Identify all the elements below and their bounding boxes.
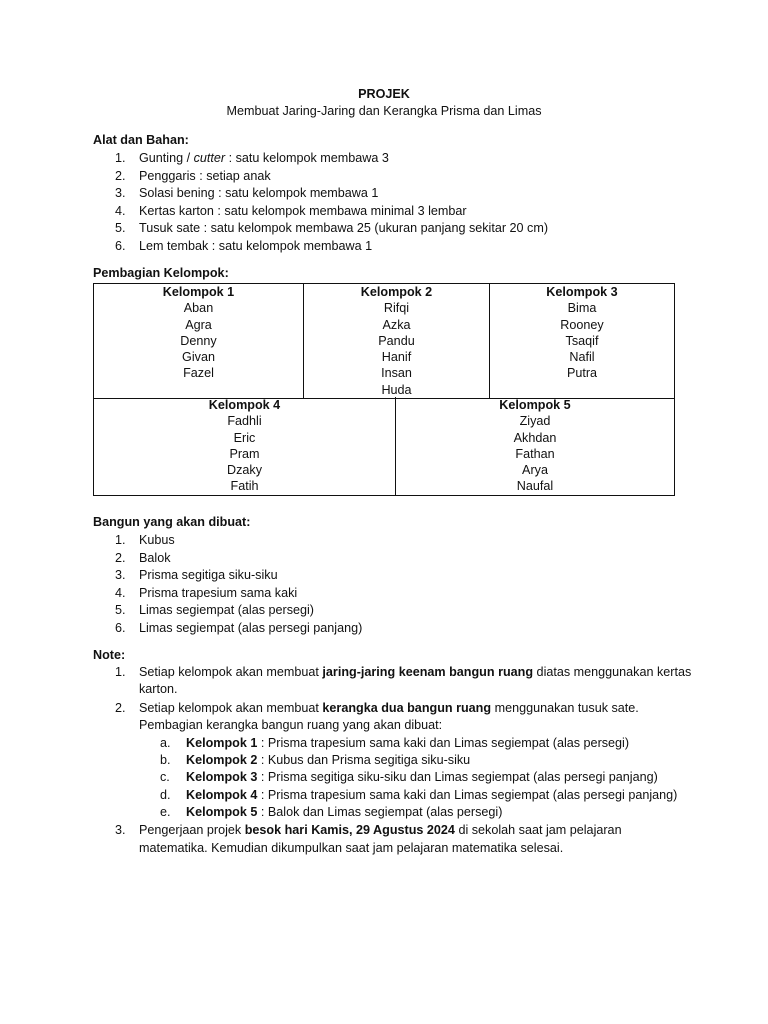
list-item [93,220,548,238]
note-heading: Note: [93,648,126,662]
group-member: Dzaky [227,463,262,478]
sub-group: Kelompok 4 [186,787,258,802]
list-text: Prisma trapesium sama kaki [139,585,298,600]
group-member: Fathan [515,446,555,461]
groups-heading: Pembagian Kelompok: [93,266,229,280]
list-text: Tusuk sate : satu kelompok membawa 25 (ukuran panjang sekitar 20 cm) [139,221,549,236]
materials-heading: Alat dan Bahan: [93,133,189,147]
group-member: Insan [381,366,412,381]
note-text-bold: jaring-jaring keenam bangun ruang [322,665,534,679]
group-name: Kelompok 4 [208,398,281,412]
sub-group: Kelompok 2 [186,752,258,767]
note-list [93,664,693,857]
group-member: Bima [567,301,597,316]
group-member: Akhdan [513,430,557,445]
list-number: 5. [115,603,126,618]
sub-text: : Prisma trapesium sama kaki dan Limas segiempat (alas persegi) [257,735,630,750]
list-number: 1. [115,533,126,547]
group-member: Tsaqif [565,333,599,348]
note-text: Setiap kelompok akan membuat [139,700,323,715]
page-subtitle: Membuat Jaring-Jaring dan Kerangka Prisma dan Limas [226,104,542,118]
group-member: Agra [185,317,212,332]
list-number: 4. [115,585,126,600]
group-member: Pandu [378,333,415,348]
note-text: diatas menggunakan kertas karton. [139,665,692,697]
sub-item [139,787,693,804]
list-item [93,203,548,221]
group-member: Ziyad [519,414,551,429]
sub-item [139,752,693,769]
group-name: Kelompok 2 [360,285,433,299]
list-number: 2. [115,168,126,183]
sub-text: : Prisma trapesium sama kaki dan Limas segiempat (alas persegi panjang) [257,787,678,802]
group-name: Kelompok 3 [546,285,618,299]
list-text: Penggaris : setiap anak [139,168,271,183]
list-number: 4. [115,203,126,218]
sub-group: Kelompok 5 [186,804,258,819]
sub-letter: e. [160,804,171,819]
group-cell [304,284,490,399]
group-member: Naufal [516,479,554,494]
groups-table-row1 [93,283,675,399]
note-text: Pengerjaan projek [139,823,245,838]
group-member: Eric [233,430,256,445]
list-text: Lem tembak : satu kelompok membawa 1 [139,238,373,253]
sub-text: : Balok dan Limas segiempat (alas persegi) [257,804,503,819]
list-item [93,602,362,620]
list-number: 2. [115,700,126,715]
group-cell [94,284,304,399]
group-member: Givan [182,350,215,365]
list-item [93,185,548,203]
sub-text: : Prisma segitiga siku-siku dan Limas segiempat (alas persegi panjang) [257,770,658,785]
list-text: : satu kelompok membawa 3 [225,151,389,165]
list-number: 3. [115,568,126,583]
sub-item [139,804,693,821]
group-member: Rooney [560,317,604,332]
list-number: 1. [115,665,126,679]
list-number: 3. [115,823,126,838]
note-sublist [139,735,693,821]
sub-letter: c. [160,770,170,785]
sub-letter: a. [160,735,171,750]
list-text: Prisma segitiga siku-siku [139,568,278,583]
note-text: menggunakan tusuk sate. [491,700,639,715]
list-text: Kertas karton : satu kelompok membawa minimal 3 lembar [139,203,467,218]
list-text: Balok [139,550,171,565]
group-member: Fazel [183,366,214,381]
group-member: Azka [382,317,411,332]
group-member: Huda [381,382,412,397]
list-text-italic: cutter [193,151,226,165]
list-item [93,238,548,256]
list-text: Limas segiempat (alas persegi) [139,603,314,618]
list-item [93,550,362,568]
note-text: Setiap kelompok akan membuat [139,665,323,679]
list-item [93,168,548,186]
group-name: Kelompok 1 [162,285,235,299]
note-text: di sekolah saat jam pelajaran matematika. Kemudian dikumpulkan saat jam pelajaran matematika selesai. [139,823,622,855]
sub-item [139,735,693,752]
group-cell [490,284,675,399]
group-cell [94,397,396,496]
group-member: Denny [180,333,217,348]
list-number: 2. [115,550,126,565]
group-member: Aban [183,301,214,316]
note-text-bold: besok hari Kamis, 29 Agustus 2024 [244,823,455,838]
note-item [93,700,693,821]
list-text: Gunting / [139,151,194,165]
list-text: Kubus [139,533,175,547]
list-item [93,585,362,603]
group-member: Nafil [569,350,595,365]
sub-text: : Kubus dan Prisma segitiga siku-siku [257,752,471,767]
sub-group: Kelompok 3 [186,770,258,785]
group-member: Fadhli [227,414,262,429]
note-item [93,664,693,699]
sub-letter: d. [160,787,171,802]
group-cell [396,397,675,496]
group-member: Arya [522,463,548,478]
materials-list [93,150,548,256]
sub-group: Kelompok 1 [186,735,258,750]
list-number: 5. [115,221,126,236]
note-item [93,822,693,857]
page-title: PROJEK [358,87,410,101]
shapes-list [93,532,362,638]
group-name: Kelompok 5 [499,398,571,412]
list-text: Limas segiempat (alas persegi panjang) [139,620,363,635]
note-text: Pembagian kerangka bangun ruang yang akan dibuat: [139,718,443,733]
list-number: 3. [115,186,126,201]
group-member: Rifqi [383,301,410,316]
sub-letter: b. [160,752,171,767]
list-number: 1. [115,151,126,165]
group-member: Hanif [381,350,412,365]
list-item [93,150,548,168]
list-text: Solasi bening : satu kelompok membawa 1 [139,186,379,201]
group-member: Fatih [230,479,259,494]
list-item [93,532,362,550]
sub-item [139,769,693,786]
list-number: 6. [115,620,126,635]
list-item [93,567,362,585]
list-number: 6. [115,238,126,253]
group-member: Putra [566,366,598,381]
list-item [93,620,362,638]
note-text-bold: kerangka dua bangun ruang [322,700,492,715]
shapes-heading: Bangun yang akan dibuat: [93,515,251,529]
groups-table-row2 [93,397,675,496]
group-member: Pram [229,446,260,461]
